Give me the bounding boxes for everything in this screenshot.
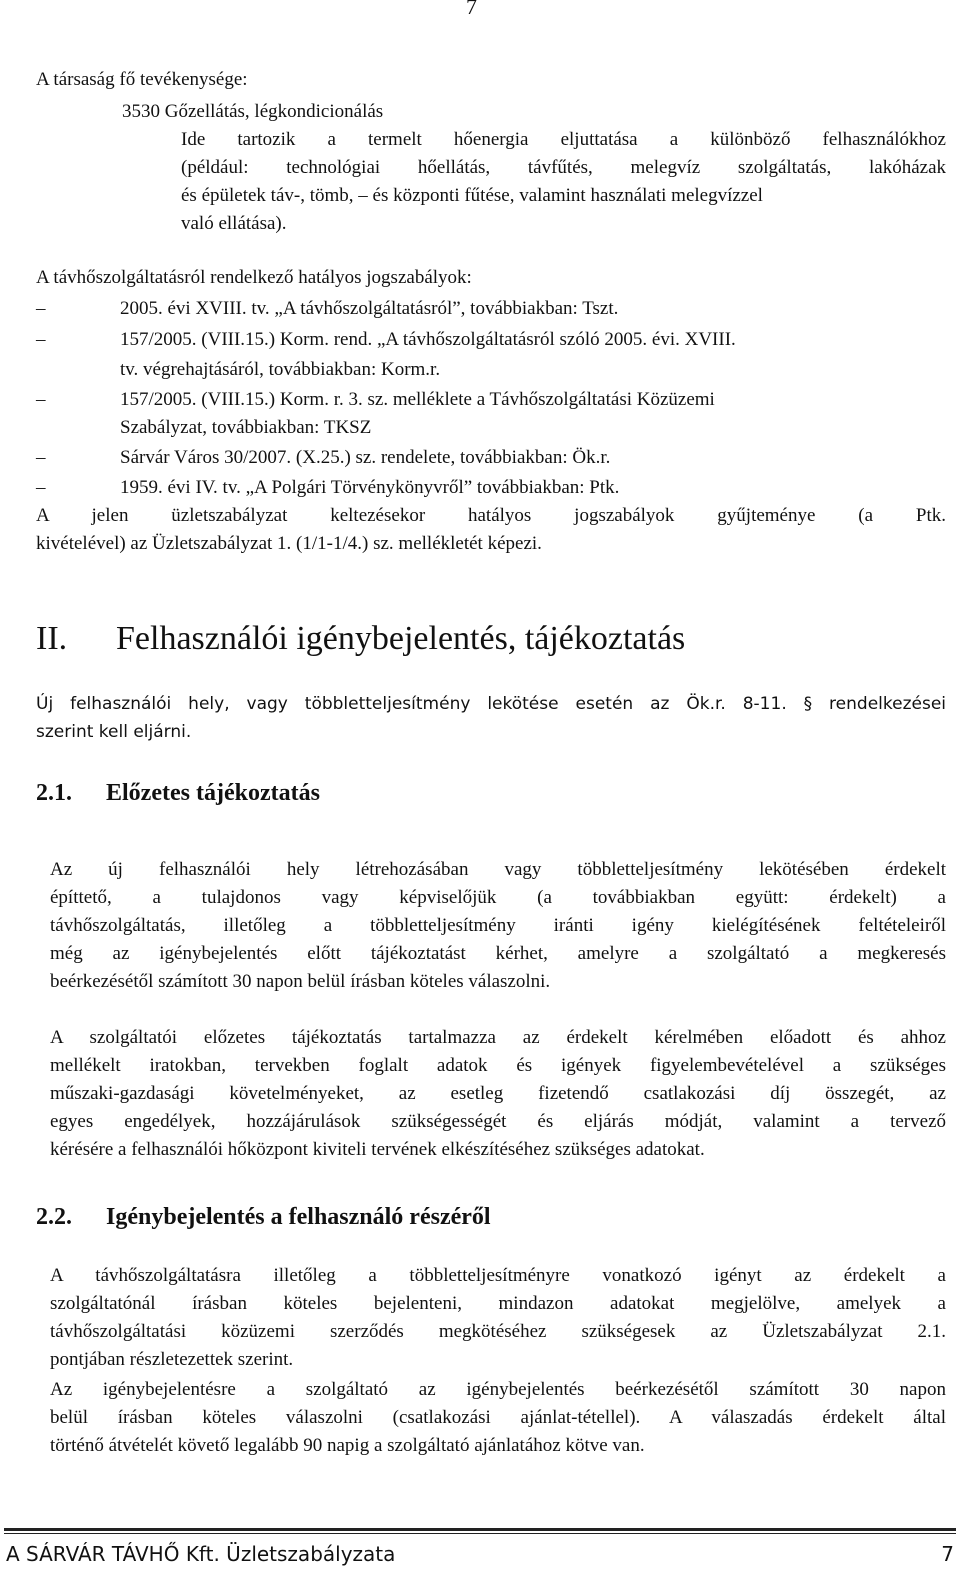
law-item-1-text: 2005. évi XVIII. tv. „A távhőszolgáltatásról”, továbbiakban: Tszt. (120, 298, 619, 319)
laws-heading: A távhőszolgáltatásról rendelkező hatályos jogszabályok: (36, 267, 472, 288)
section-intro-line-1: Új felhasználói hely, vagy többletteljesítmény lekötése esetén az Ök.r. 8-11. § rendelkezései (36, 694, 946, 714)
p21-1-line-2: építtető, a tulajdonos vagy képviselőjük (a továbbiakban együtt: érdekelt) a (50, 887, 946, 908)
law-item-4-text: Sárvár Város 30/2007. (X.25.) sz. rendelete, továbbiakban: Ök.r. (120, 447, 611, 468)
activity-desc-line-3: és épületek táv-, tömb, – és központi fűtése, valamint használati melegvízzel (181, 185, 763, 206)
subsection-2-1-title: Előzetes tájékoztatás (106, 780, 320, 806)
subsection-2-2-number: 2.2. (36, 1204, 72, 1230)
p21-2-line-2: mellékelt iratokban, tervekben foglalt adatok és igények figyelembevételével a szükséges (50, 1055, 946, 1076)
activity-desc-line-4: való ellátása). (181, 213, 287, 234)
p21-2-line-5: kérésére a felhasználói hőközpont kiviteli tervének elkészítéséhez szükséges adatokat. (50, 1139, 705, 1160)
p21-1-line-1: Az új felhasználói hely létrehozásában vagy többletteljesítmény lekötésében érdekelt (50, 859, 946, 880)
footer-page-number: 7 (941, 1542, 954, 1566)
section-heading (36, 614, 685, 664)
dash-bullet (36, 326, 120, 354)
p21-1-line-4: még az igénybejelentés előtt tájékoztatást kérhet, amelyre a szolgáltató a megkeresés (50, 943, 946, 964)
footer-title: A SÁRVÁR TÁVHŐ Kft. Üzletszabályzata (6, 1542, 396, 1566)
subsection-2-2-heading (36, 1200, 491, 1234)
section-intro-line-2: szerint kell eljárni. (36, 722, 192, 742)
dash-bullet (36, 474, 120, 502)
subsection-2-1-heading (36, 776, 320, 810)
subsection-2-2-title: Igénybejelentés a felhasználó részéről (106, 1204, 491, 1230)
dash-bullet (36, 386, 120, 414)
activity-code-line: 3530 Gőzellátás, légkondicionálás (122, 101, 384, 122)
laws-collection-line-2: kivételével) az Üzletszabályzat 1. (1/1-1/4.) sz. mellékletét képezi. (36, 533, 542, 554)
activity-desc-line-1: Ide tartozik a termelt hőenergia eljuttatása a különböző felhasználókhoz (181, 129, 946, 150)
p22-1-line-3: távhőszolgáltatási közüzemi szerződés megkötéséhez szükségesek az Üzletszabályzat 2.1. (50, 1321, 946, 1342)
law-item-5-text: 1959. évi IV. tv. „A Polgári Törvénykönyvről” továbbiakban: Ptk. (120, 477, 620, 498)
p21-1-line-5: beérkezésétől számított 30 napon belül írásban köteles válaszolni. (50, 971, 551, 992)
subsection-2-1-number: 2.1. (36, 780, 72, 806)
law-item-3-text: 157/2005. (VIII.15.) Korm. r. 3. sz. melléklete a Távhőszolgáltatási Közüzemi (120, 389, 715, 410)
p22-2-line-1: Az igénybejelentésre a szolgáltató az igénybejelentés beérkezésétől számított 30 napon (50, 1379, 946, 1400)
law-item-2 (36, 326, 736, 354)
p21-1-line-3: távhőszolgáltatás, illetőleg a többletteljesítmény iránti igény kielégítésének feltételeiről (50, 915, 946, 936)
dash-bullet (36, 295, 120, 323)
law-item-3 (36, 386, 715, 414)
activity-desc-line-2: (például: technológiai hőellátás, távfűtés, melegvíz szolgáltatás, lakóházak (181, 157, 946, 178)
p22-1-line-1: A távhőszolgáltatásra illetőleg a többletteljesítményre vonatkozó igényt az érdekelt a (50, 1265, 946, 1286)
p21-2-line-1: A szolgáltatói előzetes tájékoztatás tartalmazza az érdekelt kérelmében előadott és ahhoz (50, 1027, 946, 1048)
p22-2-line-3: történő átvételét követő legalább 90 napig a szolgáltató ajánlatához kötve van. (50, 1435, 645, 1456)
p21-2-line-4: egyes engedélyek, hozzájárulások szükségességét és eljárás módját, valamint a tervező (50, 1111, 946, 1132)
section-title: Felhasználói igénybejelentés, tájékoztatás (116, 620, 686, 657)
section-number: II. (36, 620, 68, 657)
p21-2-line-3: műszaki-gazdasági követelményeket, az esetleg fizetendő csatlakozási díj összegét, az (50, 1083, 946, 1104)
dash-bullet (36, 444, 120, 472)
footer-rule-thin (4, 1533, 956, 1534)
law-item-3-cont: Szabályzat, továbbiakban: TKSZ (120, 417, 372, 438)
law-item-4 (36, 444, 610, 472)
p22-1-line-2: szolgáltatónál írásban köteles bejelenteni, mindazon adatokat megjelölve, amelyek a (50, 1293, 946, 1314)
law-item-5 (36, 474, 619, 502)
p22-1-line-4: pontjában részletezettek szerint. (50, 1349, 294, 1370)
p22-2-line-2: belül írásban köteles válaszolni (csatlakozási ajánlat-tétellel). A válaszadás érdekelt által (50, 1407, 946, 1428)
law-item-2-text: 157/2005. (VIII.15.) Korm. rend. „A távhőszolgáltatásról szóló 2005. évi. XVIII. (120, 329, 736, 350)
law-item-1 (36, 295, 618, 323)
activity-heading: A társaság fő tevékenysége: (36, 69, 248, 90)
page-number: 7 (466, 0, 477, 19)
footer-rule-thick (4, 1528, 956, 1531)
laws-collection-line-1: A jelen üzletszabályzat keltezésekor hatályos jogszabályok gyűjteménye (a Ptk. (36, 505, 946, 526)
law-item-2-cont: tv. végrehajtásáról, továbbiakban: Korm.r. (120, 359, 441, 380)
